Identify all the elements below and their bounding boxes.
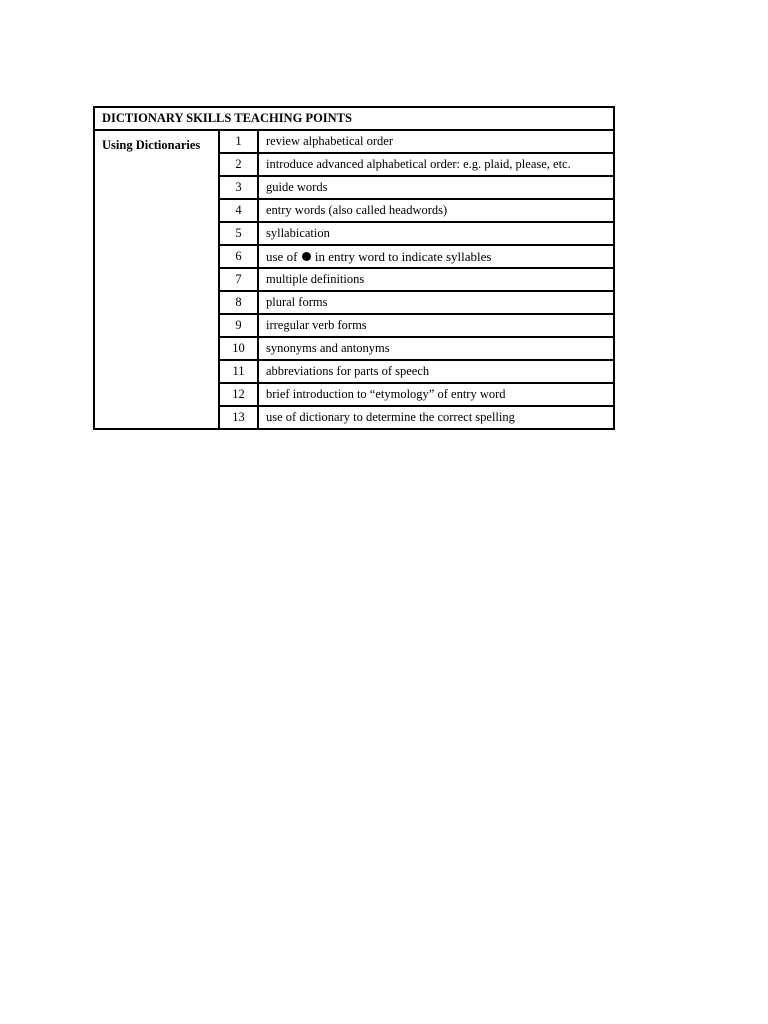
row-text-after: in entry word to indicate syllables (314, 248, 492, 264)
row-text: irregular verb forms (258, 314, 614, 337)
row-text (258, 245, 614, 268)
row-number: 1 (219, 130, 258, 153)
section-label: Using Dictionaries (94, 130, 219, 429)
row-number: 4 (219, 199, 258, 222)
row-text: review alphabetical order (258, 130, 614, 153)
row-number: 13 (219, 406, 258, 429)
row-text: guide words (258, 176, 614, 199)
row-number: 6 (219, 245, 258, 268)
table-row (94, 130, 614, 153)
table-title: DICTIONARY SKILLS TEACHING POINTS (94, 107, 614, 130)
row-number: 2 (219, 153, 258, 176)
row-text: synonyms and antonyms (258, 337, 614, 360)
row-text: brief introduction to “etymology” of entry word (258, 383, 614, 406)
bullet-dot-icon (302, 252, 311, 261)
row-number: 3 (219, 176, 258, 199)
table-title-row (94, 107, 614, 130)
teaching-points-table (93, 106, 615, 430)
row-number: 10 (219, 337, 258, 360)
row-text: syllabication (258, 222, 614, 245)
row-text: use of dictionary to determine the correct spelling (258, 406, 614, 429)
row-text: plural forms (258, 291, 614, 314)
row-text-before: use of (266, 248, 298, 264)
row-number: 12 (219, 383, 258, 406)
row-number: 8 (219, 291, 258, 314)
row-number: 11 (219, 360, 258, 383)
row-text: entry words (also called headwords) (258, 199, 614, 222)
row-number: 7 (219, 268, 258, 291)
row-number: 9 (219, 314, 258, 337)
row-text: introduce advanced alphabetical order: e.g. plaid, please, etc. (258, 153, 614, 176)
row-number: 5 (219, 222, 258, 245)
row-text: abbreviations for parts of speech (258, 360, 614, 383)
row-text: multiple definitions (258, 268, 614, 291)
